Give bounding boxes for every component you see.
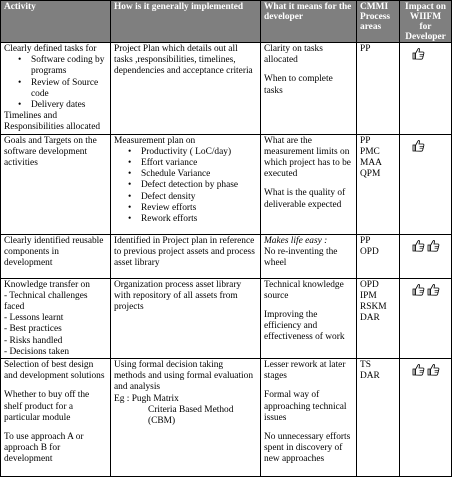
how-cell xyxy=(111,43,261,135)
cmmi-area: OPD xyxy=(360,279,379,290)
impact-rating xyxy=(403,280,448,300)
cmmi-area: PP xyxy=(360,235,371,246)
activity-title: Clearly identified reusable components in development xyxy=(4,235,104,269)
list-item: - Risks handled xyxy=(4,336,107,347)
list-item: • Defect detection by phase xyxy=(141,180,257,191)
means-cell xyxy=(261,134,357,234)
activity-list xyxy=(4,55,107,111)
cmmi-area: RSKM xyxy=(360,302,387,313)
impact-cell xyxy=(400,43,452,135)
means-text: Makes life easy : xyxy=(264,235,328,246)
how-text: Identified in Project plan in reference to previous project assets and process asset library xyxy=(114,235,255,269)
list-item: - Best practices xyxy=(4,324,107,335)
impact-rating xyxy=(403,136,448,156)
table-row xyxy=(1,234,452,278)
how-cell xyxy=(111,359,261,477)
means-text: Formal way of approaching technical issues xyxy=(264,390,347,423)
thumbs-up-icon xyxy=(426,283,440,300)
impact-cell xyxy=(400,278,452,358)
means-text: Improving the efficiency and effectiveness of work xyxy=(264,310,345,343)
cmmi-cell xyxy=(357,278,400,358)
activity-title: Clearly defined tasks for xyxy=(4,44,97,54)
list-item: • Effort variance xyxy=(141,158,257,169)
cmmi-area: OPD xyxy=(360,246,379,257)
cmmi-area: MAA xyxy=(360,158,382,169)
cmmi-area: DAR xyxy=(360,371,380,382)
impact-rating xyxy=(403,360,448,380)
how-text: Organization process asset library with repository of all assets from projects xyxy=(114,279,242,313)
cmmi-area: PP xyxy=(360,135,371,146)
list-item: - Lessons learnt xyxy=(4,313,107,324)
knowledge-list xyxy=(4,291,107,358)
impact-cell xyxy=(400,234,452,278)
cmmi-area: PP xyxy=(360,44,371,54)
header-activity: Activity xyxy=(1,1,111,43)
how-text: Project Plan which details out all tasks ,responsibilities, timelines, dependencies and acceptance criteria xyxy=(114,44,253,77)
cmmi-area: DAR xyxy=(360,313,380,324)
means-cell xyxy=(261,43,357,135)
table-row xyxy=(1,278,452,358)
means-text: No re-inventing the wheel xyxy=(264,246,338,269)
means-text: Lesser rework at later stages xyxy=(264,360,346,382)
cmmi-cell xyxy=(357,134,400,234)
how-cell xyxy=(111,134,261,234)
list-item: • Defect density xyxy=(141,192,257,203)
how-cell xyxy=(111,278,261,358)
means-text: What are the measurement limits on which project has to be executed xyxy=(264,135,351,180)
table-row xyxy=(1,359,452,477)
cmmi-area: IPM xyxy=(360,290,377,301)
activity-cell xyxy=(1,359,111,477)
impact-rating xyxy=(403,236,448,256)
table-row xyxy=(1,43,452,135)
activity-title: Knowledge transfer on xyxy=(4,279,90,290)
how-example: Eg : Pugh Matrix xyxy=(114,393,179,404)
activity-cell xyxy=(1,234,111,278)
header-how: How is it generally implemented xyxy=(111,1,261,43)
impact-rating xyxy=(403,44,448,64)
header-row xyxy=(1,1,452,43)
thumbs-up-icon xyxy=(411,139,425,156)
activity-title: Selection of best design and development solutions xyxy=(4,360,105,382)
activity-cell xyxy=(1,134,111,234)
how-text: Using formal decision taking methods and using formal evaluation and analysis xyxy=(114,360,254,393)
activity-cell xyxy=(1,278,111,358)
list-item: • Review of Source code xyxy=(31,78,107,100)
list-item: • Productivity ( LoC/day) xyxy=(141,147,257,158)
means-cell xyxy=(261,234,357,278)
list-item: • Review efforts xyxy=(141,203,257,214)
header-impact: Impact on WIIFM for Developer xyxy=(400,1,452,43)
activity-text: To use approach A or approach B for development xyxy=(4,432,84,465)
list-item: • Delivery dates xyxy=(31,100,107,111)
impact-cell xyxy=(400,134,452,234)
activity-tail: Timelines and Responsibilities allocated xyxy=(4,111,101,133)
how-example: Criteria Based Method (CBM) xyxy=(148,404,234,427)
thumbs-up-icon xyxy=(411,239,425,256)
header-means: What it means for the developer xyxy=(261,1,357,43)
header-cmmi: CMMI Process areas xyxy=(357,1,400,43)
measure-list xyxy=(114,147,257,225)
list-item: - Decisions taken xyxy=(4,347,107,358)
thumbs-up-icon xyxy=(426,363,440,380)
means-text: Clarity on tasks allocated xyxy=(264,44,323,66)
cmmi-cell xyxy=(357,234,400,278)
activity-cell xyxy=(1,43,111,135)
how-title: Measurement plan on xyxy=(114,135,196,146)
list-item: - Technical challenges faced xyxy=(4,291,107,313)
means-text: No unnecessary efforts spent in discovery of new approaches xyxy=(264,432,351,465)
activity-text: Whether to buy off the shelf product for a particular module xyxy=(4,390,90,423)
cmmi-area: TS xyxy=(360,360,371,371)
list-item: • Software coding by programs xyxy=(31,55,107,77)
means-cell xyxy=(261,359,357,477)
thumbs-up-icon xyxy=(411,363,425,380)
thumbs-up-icon xyxy=(426,239,440,256)
means-text: What is the quality of deliverable expected xyxy=(264,188,346,210)
thumbs-up-icon xyxy=(411,283,425,300)
means-cell xyxy=(261,278,357,358)
list-item: • Schedule Variance xyxy=(141,169,257,180)
means-text: When to complete tasks xyxy=(264,74,333,96)
means-text: Technical knowledge source xyxy=(264,279,344,301)
thumbs-up-icon xyxy=(411,47,425,64)
cmmi-area: PMC xyxy=(360,146,380,157)
activity-title: Goals and Targets on the software development activities xyxy=(4,135,97,169)
how-cell xyxy=(111,234,261,278)
cmmi-area: QPM xyxy=(360,169,381,180)
impact-cell xyxy=(400,359,452,477)
cmmi-cell xyxy=(357,43,400,135)
table-row xyxy=(1,134,452,234)
list-item: • Rework efforts xyxy=(141,214,257,225)
cmmi-cell xyxy=(357,359,400,477)
